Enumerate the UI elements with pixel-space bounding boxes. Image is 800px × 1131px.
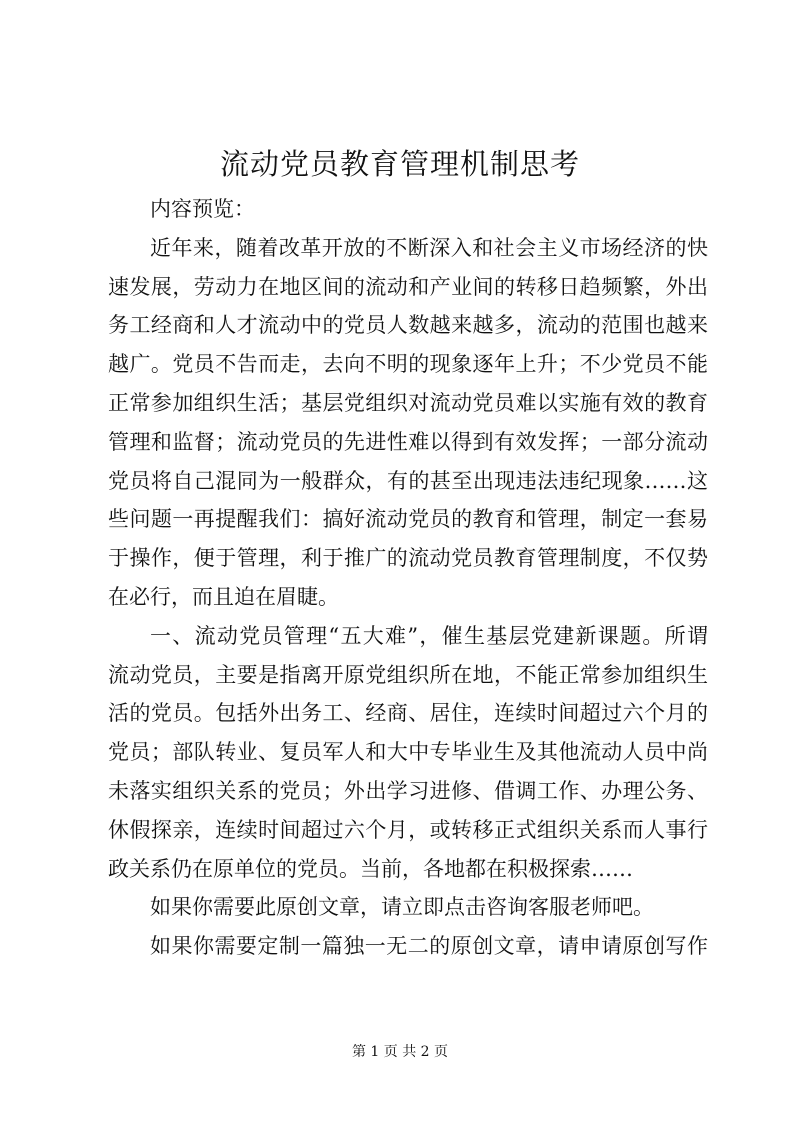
paragraph-line: 政关系仍在原单位的党员。当前，各地都在积极探索…… — [108, 856, 633, 881]
paragraph-line: 越广。党员不告而走，去向不明的现象逐年上升；不少党员不能 — [108, 352, 708, 377]
paragraph-line: 休假探亲，连续时间超过六个月，或转移正式组织关系而人事行 — [108, 817, 708, 842]
paragraph-line: 正常参加组织生活；基层党组织对流动党员难以实施有效的教育 — [108, 390, 708, 415]
preview-label: 内容预览： — [150, 197, 255, 221]
paragraph-line: 务工经商和人才流动中的党员人数越来越多，流动的范围也越来 — [108, 313, 708, 338]
paragraph-line: 些问题一再提醒我们：搞好流动党员的教育和管理，制定一套易 — [108, 507, 708, 532]
paragraph-line: 流动党员，主要是指离开原党组织所在地，不能正常参加组织生 — [108, 662, 708, 687]
paragraph-line: 未落实组织关系的党员；外出学习进修、借调工作、办理公务、 — [108, 778, 708, 803]
custom-writing-text[interactable]: 如果你需要定制一篇独一无二的原创文章，请申请原创写作 — [150, 934, 708, 959]
paragraph-line: 活的党员。包括外出务工、经商、居住，连续时间超过六个月的 — [108, 701, 708, 726]
paragraph-line: 一、流动党员管理“五大难”，催生基层党建新课题。所谓 — [150, 623, 708, 648]
document-body — [108, 190, 708, 966]
paragraph-line: 于操作，便于管理，利于推广的流动党员教育管理制度，不仅势 — [108, 546, 708, 571]
paragraph-line: 速发展，劳动力在地区间的流动和产业间的转移日趋频繁，外出 — [108, 274, 708, 299]
paragraph-line: 管理和监督；流动党员的先进性难以得到有效发挥；一部分流动 — [108, 429, 708, 454]
paragraph-line: 在必行，而且迫在眉睫。 — [108, 584, 339, 609]
paragraph-line: 党员；部队转业、复员军人和大中专毕业生及其他流动人员中尚 — [108, 740, 708, 765]
page-footer: 第 1 页 共 2 页 — [351, 1044, 449, 1060]
document-title: 流动党员教育管理机制思考 — [219, 147, 580, 181]
paragraph-line: 近年来，随着改革开放的不断深入和社会主义市场经济的快 — [150, 235, 708, 260]
consult-link-text[interactable]: 如果你需要此原创文章，请立即点击咨询客服老师吧。 — [150, 895, 654, 920]
paragraph-line: 党员将自己混同为一般群众，有的甚至出现违法违纪现象……这 — [108, 468, 708, 493]
